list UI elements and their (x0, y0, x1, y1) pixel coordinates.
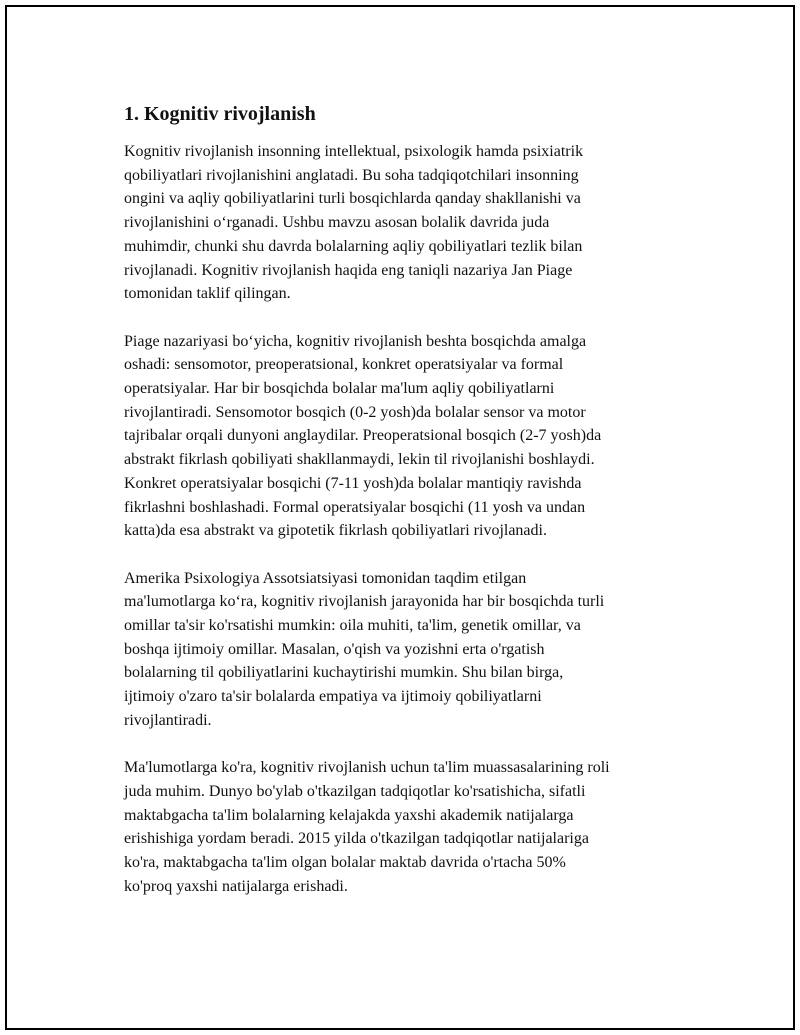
text-line: maktabgacha ta'lim bolalarning kelajakda yaxshi akademik natijalarga (124, 806, 574, 824)
page-frame (5, 5, 795, 1030)
text-line: tajribalar orqali dunyoni anglaydilar. Preoperatsional bosqich (2-7 yosh)da (124, 427, 602, 445)
text-line: oshadi: sensomotor, preoperatsional, konkret operatsiyalar va formal (124, 356, 564, 374)
paragraph-1 (124, 140, 684, 306)
paragraph-4 (124, 756, 684, 898)
text-line: ko'proq yaxshi natijalarga erishadi. (124, 877, 348, 895)
text-line: fikrlashni boshlashadi. Formal operatsiyalar bosqichi (11 yosh va undan (124, 498, 586, 516)
text-line: operatsiyalar. Har bir bosqichda bolalar ma'lum aqliy qobiliyatlarni (124, 380, 555, 398)
document-body (124, 102, 684, 922)
text-line: ijtimoiy o'zaro ta'sir bolalarda empatiya va ijtimoiy qobiliyatlarni (124, 688, 542, 706)
text-line: qobiliyatlari rivojlanishini anglatadi. Bu soha tadqiqotchilari insonning (124, 166, 579, 184)
text-line: tomonidan taklif qilingan. (124, 285, 291, 303)
text-line: abstrakt fikrlash qobiliyati shakllanmaydi, lekin til rivojlanishi boshlaydi. (124, 451, 595, 469)
text-line: katta)da esa abstrakt va gipotetik fikrlash qobiliyatlari rivojlanadi. (124, 522, 547, 540)
text-line: boshqa ijtimoiy omillar. Masalan, o'qish va yozishni erta o'rgatish (124, 640, 545, 658)
text-line: ko'ra, maktabgacha ta'lim olgan bolalar maktab davrida o'rtacha 50% (124, 854, 566, 872)
text-line: omillar ta'sir ko'rsatishi mumkin: oila muhiti, ta'lim, genetik omillar, va (124, 617, 581, 635)
text-line: bolalarning til qobiliyatlarini kuchaytirishi mumkin. Shu bilan birga, (124, 664, 564, 682)
text-line: Kognitiv rivojlanish insonning intellektual, psixologik hamda psixiatrik (124, 143, 584, 160)
text-line: muhimdir, chunki shu davrda bolalarning aqliy qobiliyatlari tezlik bilan (124, 237, 583, 255)
text-line: erishishiga yordam beradi. 2015 yilda o'tkazilgan tadqiqotlar natijalariga (124, 830, 589, 848)
text-line: Amerika Psixologiya Assotsiatsiyasi tomonidan taqdim etilgan (124, 569, 527, 587)
text-line: Piage nazariyasi boʻyicha, kognitiv rivojlanish beshta bosqichda amalga (124, 332, 587, 350)
paragraph-2 (124, 330, 684, 543)
section-heading: 1. Kognitiv rivojlanish (124, 103, 316, 125)
text-line: ma'lumotlarga koʻra, kognitiv rivojlanish jarayonida har bir bosqichda turli (124, 593, 605, 611)
paragraph-3 (124, 567, 684, 733)
text-line: rivojlantiradi. Sensomotor bosqich (0-2 yosh)da bolalar sensor va motor (124, 403, 586, 421)
text-line: rivojlantiradi. (124, 711, 212, 729)
text-line: juda muhim. Dunyo bo'ylab o'tkazilgan tadqiqotlar ko'rsatishicha, sifatli (124, 782, 586, 800)
text-line: ongini va aqliy qobiliyatlarini turli bosqichlarda qanday shakllanishi va (124, 190, 581, 208)
text-line: Konkret operatsiyalar bosqichi (7-11 yosh)da bolalar mantiqiy ravishda (124, 474, 582, 492)
text-line: Ma'lumotlarga ko'ra, kognitiv rivojlanish uchun ta'lim muassasalarining roli (124, 759, 610, 777)
text-line: rivojlanishini oʻrganadi. Ushbu mavzu asosan bolalik davrida juda (124, 214, 550, 232)
text-line: rivojlanadi. Kognitiv rivojlanish haqida eng taniqli nazariya Jan Piage (124, 261, 573, 279)
